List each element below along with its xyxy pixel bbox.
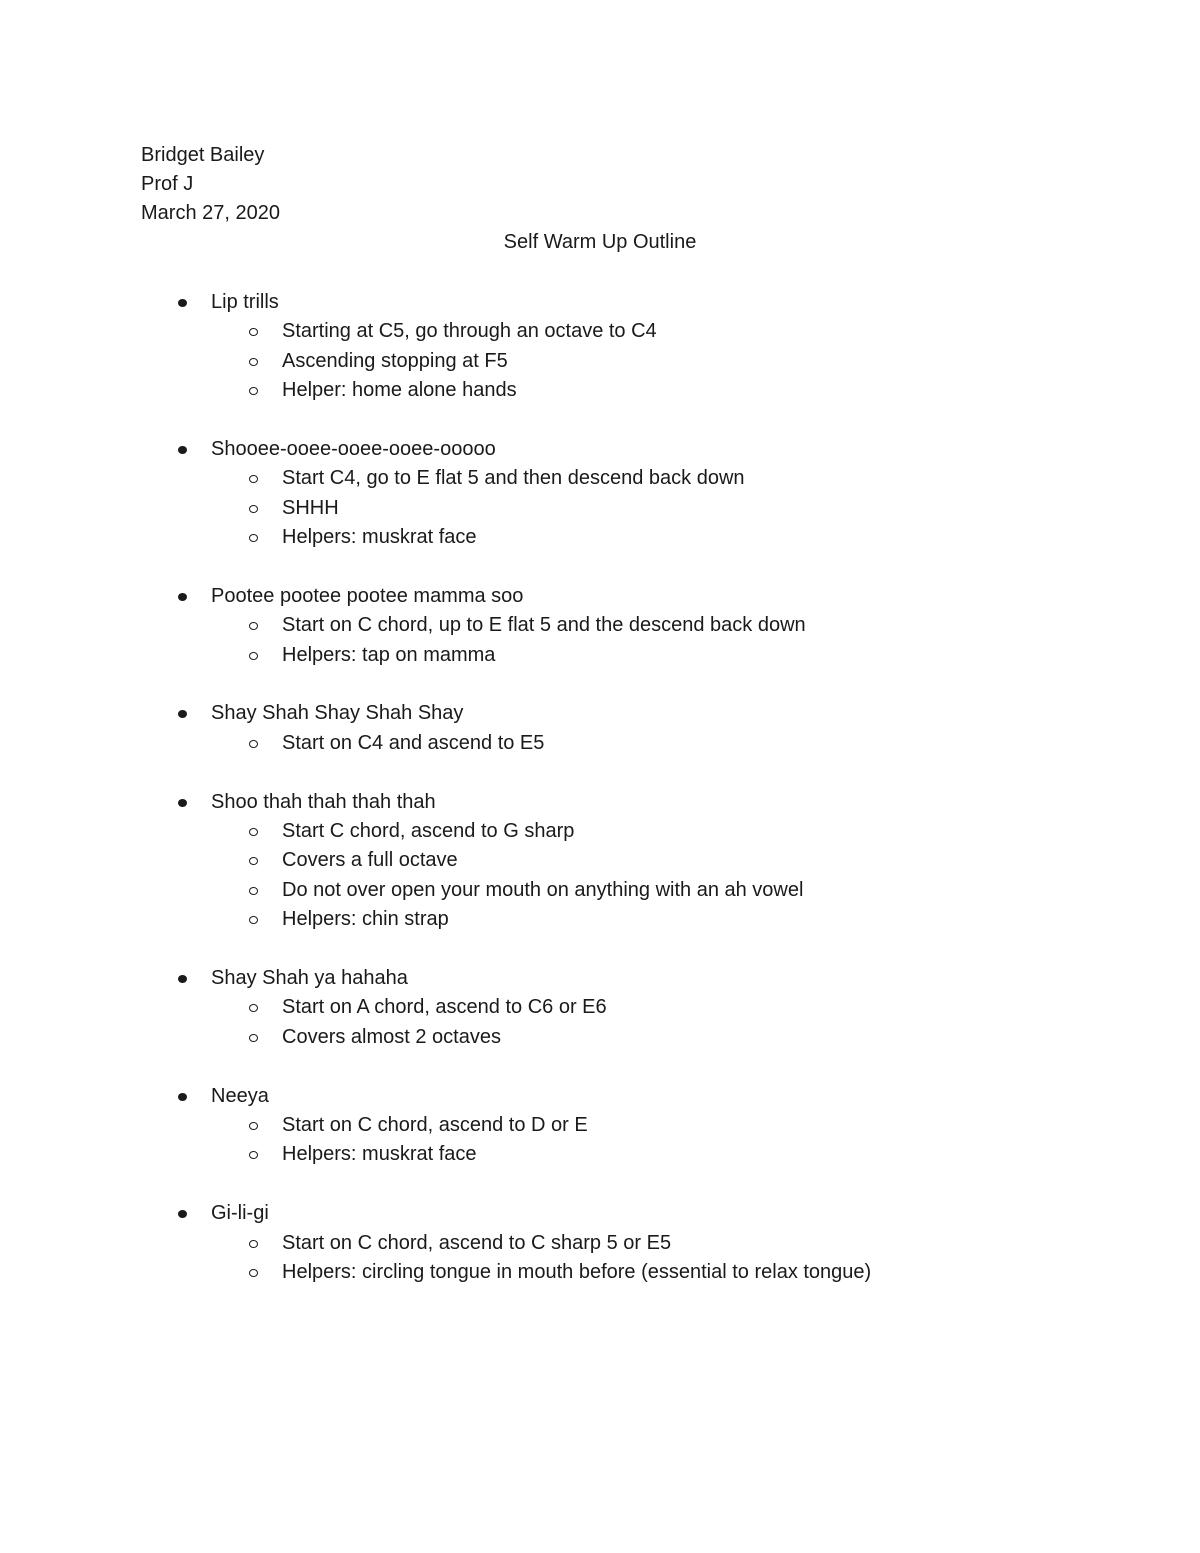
outline-item <box>0 582 1200 611</box>
hollow-bullet-icon <box>249 534 258 542</box>
hollow-bullet-icon <box>249 328 258 336</box>
outline-subitem-label: Start on C4 and ascend to E5 <box>282 731 545 754</box>
outline-subitem <box>0 611 1200 640</box>
outline-subitem-label: Helpers: muskrat face <box>282 526 477 549</box>
hollow-bullet-icon <box>249 857 258 865</box>
filled-bullet-icon <box>178 799 187 807</box>
hollow-bullet-icon <box>249 740 258 748</box>
outline-subitem <box>0 347 1200 376</box>
outline-group <box>0 582 1200 670</box>
outline-item <box>0 788 1200 817</box>
outline-subitem <box>0 641 1200 670</box>
outline-subitem-label: Starting at C5, go through an octave to C4 <box>282 320 657 343</box>
hollow-bullet-icon <box>249 828 258 836</box>
outline-subitem-label: Helper: home alone hands <box>282 379 517 402</box>
outline-subitem <box>0 846 1200 875</box>
hollow-bullet-icon <box>249 387 258 395</box>
outline-item-label: Shoo thah thah thah thah <box>211 790 436 813</box>
outline-group <box>0 964 1200 1052</box>
outline-subitem-label: Helpers: chin strap <box>282 908 449 931</box>
outline-item <box>0 964 1200 993</box>
professor-name: Prof J <box>141 173 194 195</box>
hollow-bullet-icon <box>249 887 258 895</box>
warmup-outline-list <box>0 288 1200 1317</box>
outline-subitem-label: Helpers: muskrat face <box>282 1143 477 1166</box>
hollow-bullet-icon <box>249 916 258 924</box>
outline-item-label: Neeya <box>211 1084 269 1107</box>
outline-subitem <box>0 1258 1200 1287</box>
outline-subitem-label: Start C4, go to E flat 5 and then descend back down <box>282 467 745 490</box>
outline-subitem <box>0 905 1200 934</box>
outline-subitem <box>0 876 1200 905</box>
outline-subitem-label: Start on A chord, ascend to C6 or E6 <box>282 996 607 1019</box>
hollow-bullet-icon <box>249 358 258 366</box>
hollow-bullet-icon <box>249 1034 258 1042</box>
outline-item <box>0 699 1200 728</box>
outline-item <box>0 288 1200 317</box>
filled-bullet-icon <box>178 299 187 307</box>
outline-group <box>0 699 1200 758</box>
outline-item-label: Lip trills <box>211 291 279 313</box>
outline-subitem <box>0 317 1200 346</box>
outline-item-label: Shooee-ooee-ooee-ooee-ooooo <box>211 437 496 460</box>
outline-subitem <box>0 376 1200 405</box>
outline-group <box>0 288 1200 406</box>
filled-bullet-icon <box>178 975 187 983</box>
hollow-bullet-icon <box>249 1122 258 1130</box>
outline-group <box>0 1199 1200 1287</box>
hollow-bullet-icon <box>249 1269 258 1277</box>
outline-item-label: Shay Shah Shay Shah Shay <box>211 702 464 725</box>
outline-subitem-label: Start on C chord, ascend to C sharp 5 or E5 <box>282 1231 672 1254</box>
outline-subitem-label: Start C chord, ascend to G sharp <box>282 820 575 843</box>
hollow-bullet-icon <box>249 475 258 483</box>
hollow-bullet-icon <box>249 622 258 630</box>
outline-item-label: Gi-li-gi <box>211 1202 269 1225</box>
author-name: Bridget Bailey <box>141 144 265 166</box>
outline-item-label: Pootee pootee pootee mamma soo <box>211 584 524 607</box>
filled-bullet-icon <box>178 593 187 601</box>
hollow-bullet-icon <box>249 1004 258 1012</box>
filled-bullet-icon <box>178 1093 187 1101</box>
outline-subitem <box>0 1140 1200 1169</box>
outline-subitem-label: Helpers: circling tongue in mouth before (essential to relax tongue) <box>282 1260 872 1283</box>
filled-bullet-icon <box>178 710 187 718</box>
outline-subitem <box>0 523 1200 552</box>
outline-item <box>0 435 1200 464</box>
outline-subitem <box>0 1111 1200 1140</box>
outline-group <box>0 1082 1200 1170</box>
outline-subitem <box>0 464 1200 493</box>
outline-item-label: Shay Shah ya hahaha <box>211 966 408 989</box>
outline-group <box>0 435 1200 553</box>
filled-bullet-icon <box>178 446 187 454</box>
outline-subitem <box>0 494 1200 523</box>
outline-subitem-label: Do not over open your mouth on anything with an ah vowel <box>282 878 804 901</box>
outline-subitem-label: Covers a full octave <box>282 849 458 872</box>
outline-item <box>0 1082 1200 1111</box>
outline-subitem-label: SHHH <box>282 496 339 519</box>
outline-subitem-label: Helpers: tap on mamma <box>282 643 496 666</box>
document-title: Self Warm Up Outline <box>503 231 697 253</box>
hollow-bullet-icon <box>249 652 258 660</box>
outline-item <box>0 1199 1200 1228</box>
outline-group <box>0 788 1200 935</box>
outline-subitem <box>0 1023 1200 1052</box>
hollow-bullet-icon <box>249 1240 258 1248</box>
document-date: March 27, 2020 <box>141 202 280 224</box>
filled-bullet-icon <box>178 1210 187 1218</box>
outline-subitem-label: Ascending stopping at F5 <box>282 349 508 372</box>
outline-subitem-label: Start on C chord, ascend to D or E <box>282 1113 588 1136</box>
outline-subitem <box>0 817 1200 846</box>
outline-subitem <box>0 993 1200 1022</box>
outline-subitem-label: Start on C chord, up to E flat 5 and the descend back down <box>282 614 806 637</box>
outline-subitem <box>0 1229 1200 1258</box>
hollow-bullet-icon <box>249 505 258 513</box>
hollow-bullet-icon <box>249 1151 258 1159</box>
outline-subitem-label: Covers almost 2 octaves <box>282 1025 501 1048</box>
outline-subitem <box>0 729 1200 758</box>
